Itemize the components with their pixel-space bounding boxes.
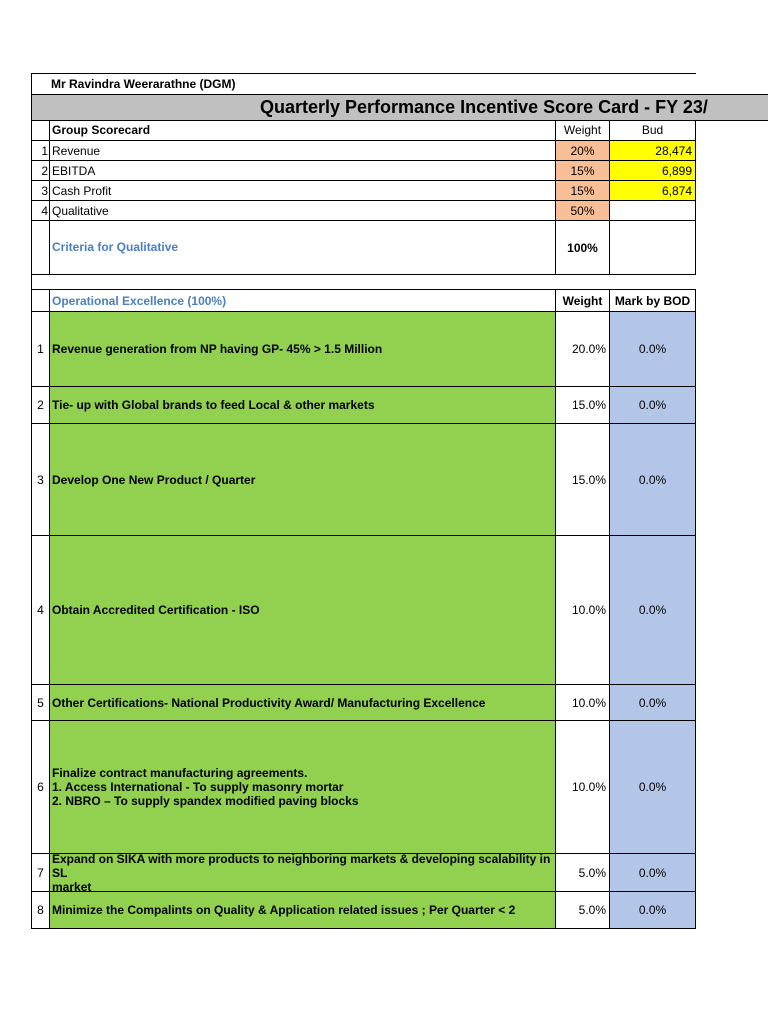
op-row-no: 7 — [31, 853, 49, 891]
op-row-weight: 10.0% — [555, 535, 609, 684]
group-row-weight: 15% — [555, 160, 609, 180]
operational-col-mark: Mark by BOD — [609, 289, 696, 311]
op-row-text: Tie- up with Global brands to feed Local & other markets — [49, 386, 555, 423]
op-row-mark: 0.0% — [609, 853, 696, 891]
op-row-weight: 10.0% — [555, 720, 609, 853]
group-row-no: 4 — [31, 200, 49, 220]
group-row-label: Cash Profit — [49, 180, 555, 200]
op-row-no: 4 — [31, 535, 49, 684]
operational-col-weight: Weight — [555, 289, 609, 311]
op-row-no: 8 — [31, 891, 49, 929]
op-row-text — [49, 853, 555, 891]
criteria-label: Criteria for Qualitative — [49, 220, 555, 275]
op-row-text — [49, 720, 555, 853]
op-row-text: Develop One New Product / Quarter — [49, 423, 555, 535]
group-col-label: Group Scorecard — [49, 120, 555, 140]
op-row-weight: 5.0% — [555, 853, 609, 891]
group-row-bud — [609, 200, 696, 220]
op-row-weight: 10.0% — [555, 684, 609, 720]
op-row-text: Other Certifications- National Productivity Award/ Manufacturing Excellence — [49, 684, 555, 720]
group-col-weight: Weight — [555, 120, 609, 140]
op-row-mark: 0.0% — [609, 684, 696, 720]
op-row-text-line: Finalize contract manufacturing agreements. — [52, 766, 308, 780]
group-row-bud: 28,474 — [609, 140, 696, 160]
op-row-weight: 5.0% — [555, 891, 609, 929]
group-row-no: 1 — [31, 140, 49, 160]
op-row-text-line: market — [52, 879, 92, 891]
operational-table — [31, 289, 696, 929]
op-row-text-line: 2. NBRO – To supply spandex modified paving blocks — [52, 794, 359, 808]
op-row-weight: 15.0% — [555, 423, 609, 535]
op-row-weight: 20.0% — [555, 311, 609, 386]
op-row-text: Minimize the Compalints on Quality & Application related issues ; Per Quarter < 2 — [49, 891, 555, 929]
op-row-no: 1 — [31, 311, 49, 386]
group-row-label: EBITDA — [49, 160, 555, 180]
op-row-no: 5 — [31, 684, 49, 720]
group-row-label: Qualitative — [49, 200, 555, 220]
op-row-no: 3 — [31, 423, 49, 535]
operational-title: Operational Excellence (100%) — [49, 289, 555, 311]
op-row-text-line: 1. Access International - To supply masonry mortar — [52, 780, 344, 794]
spacer-row — [31, 275, 32, 289]
op-row-no: 6 — [31, 720, 49, 853]
person-name: Mr Ravindra Weerarathne (DGM) — [31, 74, 696, 94]
op-row-mark: 0.0% — [609, 311, 696, 386]
group-row-no: 2 — [31, 160, 49, 180]
op-row-no: 2 — [31, 386, 49, 423]
op-row-mark: 0.0% — [609, 891, 696, 929]
criteria-total: 100% — [555, 220, 609, 275]
op-row-mark: 0.0% — [609, 535, 696, 684]
op-row-mark: 0.0% — [609, 720, 696, 853]
op-row-text: Obtain Accredited Certification - ISO — [49, 535, 555, 684]
group-row-bud: 6,899 — [609, 160, 696, 180]
group-col-bud: Bud — [609, 120, 696, 140]
group-row-no: 3 — [31, 180, 49, 200]
group-row-weight: 15% — [555, 180, 609, 200]
op-row-weight: 15.0% — [555, 386, 609, 423]
group-row-bud: 6,874 — [609, 180, 696, 200]
op-row-text: Revenue generation from NP having GP- 45% > 1.5 Million — [49, 311, 555, 386]
group-scorecard-table — [31, 120, 696, 275]
op-row-text-line: Expand on SIKA with more products to neighboring markets & developing scalability in SL — [52, 853, 551, 880]
group-row-weight: 20% — [555, 140, 609, 160]
group-row-label: Revenue — [49, 140, 555, 160]
op-row-mark: 0.0% — [609, 386, 696, 423]
scorecard-title: Quarterly Performance Incentive Score Card - FY 23/ — [260, 97, 708, 117]
group-row-weight: 50% — [555, 200, 609, 220]
op-row-mark: 0.0% — [609, 423, 696, 535]
